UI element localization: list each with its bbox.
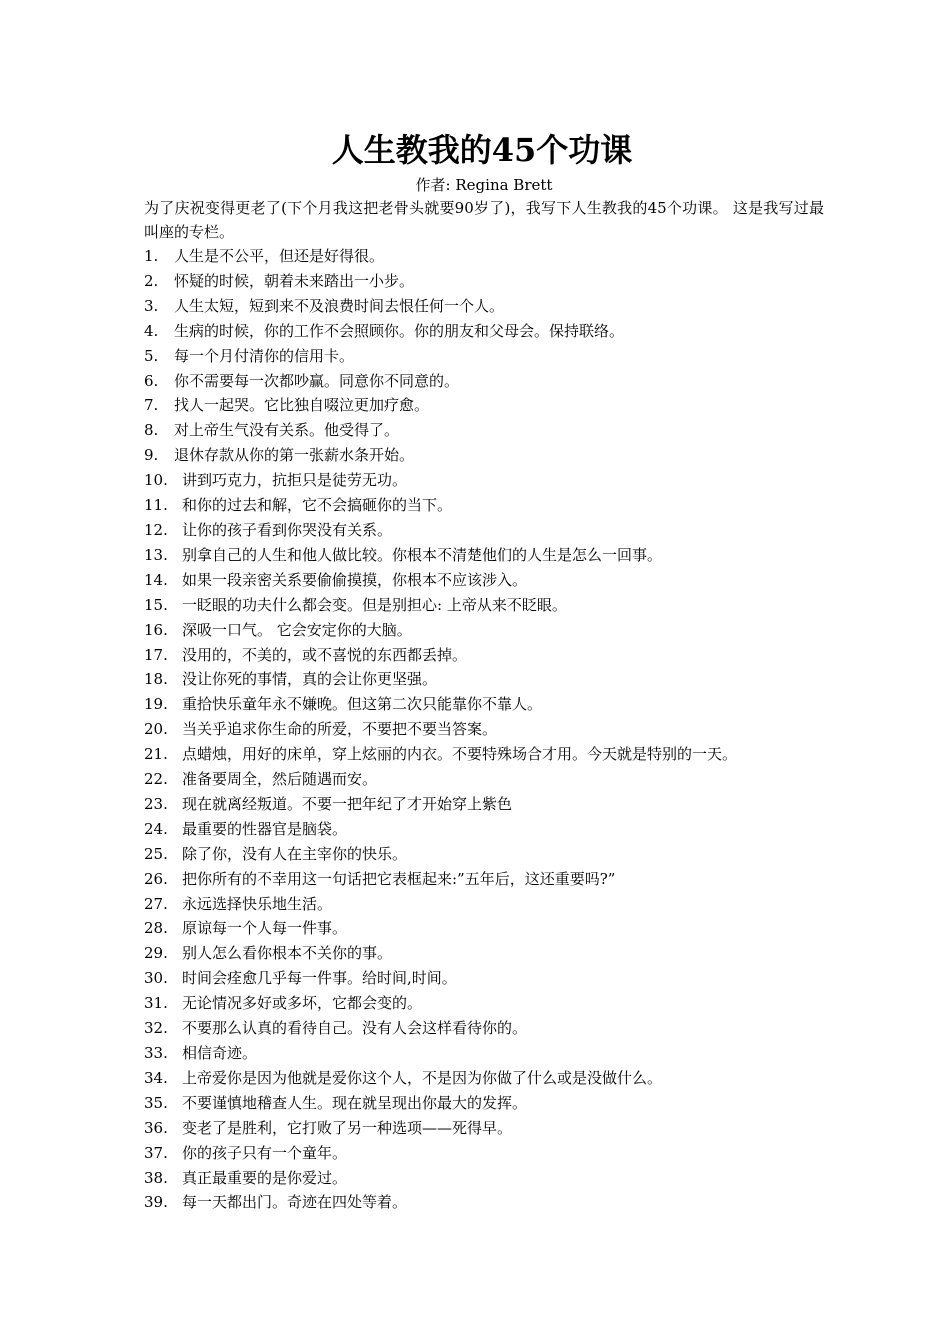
lesson-item (144, 842, 824, 867)
lesson-number: 1. (144, 247, 159, 265)
lesson-number: 32. (144, 1019, 168, 1038)
lesson-text: 原谅每一个人每一件事。 (182, 919, 348, 938)
lesson-number: 34. (144, 1068, 168, 1087)
lesson-item (144, 493, 824, 518)
lesson-item (144, 692, 824, 717)
lesson-text: 不要那么认真的看待自己。没有人会这样看待你的。 (182, 1019, 528, 1038)
lesson-item (144, 817, 824, 842)
lesson-number: 7. (144, 396, 159, 415)
lesson-text: 当关乎追求你生命的所爱，不要把不要当答案。 (182, 720, 498, 739)
lesson-item (144, 593, 824, 618)
document-title: 人生教我的45个功课 (331, 131, 633, 169)
lesson-text: 人生是不公平，但还是好得很。 (174, 247, 385, 265)
lesson-number: 23. (144, 794, 168, 813)
lesson-text: 一眨眼的功夫什么都会变。但是别担心: 上帝从来不眨眼。 (182, 595, 567, 614)
lesson-number: 29. (144, 944, 168, 963)
lesson-item (144, 294, 824, 319)
lesson-item (144, 369, 824, 394)
lesson-text: 讲到巧克力，抗拒只是徒劳无功。 (182, 471, 408, 490)
lesson-text: 对上帝生气没有关系。他受得了。 (174, 421, 400, 440)
lesson-text: 人生太短，短到来不及浪费时间去恨任何一个人。 (174, 296, 505, 315)
lesson-text: 真正最重要的是你爱过。 (182, 1168, 348, 1187)
lesson-number: 18. (144, 670, 168, 689)
lesson-item (144, 667, 824, 692)
lesson-number: 14. (144, 570, 168, 589)
lesson-number: 2. (144, 271, 159, 290)
lesson-item (144, 916, 824, 941)
lesson-text: 和你的过去和解，它不会搞砸你的当下。 (182, 496, 453, 515)
lesson-number: 17. (144, 645, 168, 664)
lesson-list (144, 244, 824, 1215)
lesson-item (144, 1066, 824, 1091)
lesson-item (144, 468, 824, 493)
lesson-text: 没用的，不美的，或不喜悦的东西都丢掉。 (182, 645, 468, 664)
lesson-item (144, 892, 824, 917)
lesson-text: 别拿自己的人生和他人做比较。你根本不清楚他们的人生是怎么一回事。 (182, 545, 663, 564)
lesson-number: 39. (144, 1193, 168, 1212)
lesson-item (144, 1166, 824, 1191)
lesson-text: 别人怎么看你根本不关你的事。 (182, 944, 393, 963)
lesson-item (144, 742, 824, 767)
lesson-item (144, 867, 824, 892)
lesson-number: 16. (144, 620, 168, 639)
lesson-item (144, 643, 824, 668)
lesson-item (144, 1190, 824, 1215)
lesson-item (144, 319, 824, 344)
lesson-number: 10. (144, 471, 168, 490)
lesson-number: 30. (144, 969, 168, 988)
lesson-number: 9. (144, 446, 159, 465)
lesson-item (144, 344, 824, 369)
lesson-text: 时间会痊愈几乎每一件事。给时间,时间。 (182, 969, 457, 988)
lesson-text: 点蜡烛，用好的床单，穿上炫丽的内衣。不要特殊场合才用。今天就是特别的一天。 (182, 745, 738, 764)
lesson-text: 变老了是胜利，它打败了另一种选项——死得早。 (182, 1118, 513, 1137)
lesson-item (144, 1141, 824, 1166)
lesson-item (144, 443, 824, 468)
lesson-text: 找人一起哭。它比独自啜泣更加疗愈。 (174, 396, 430, 415)
lesson-number: 21. (144, 745, 168, 764)
lesson-text: 永远选择快乐地生活。 (182, 894, 333, 913)
lesson-text: 你的孩子只有一个童年。 (182, 1143, 348, 1162)
lesson-item (144, 568, 824, 593)
lesson-text: 上帝爱你是因为他就是爱你这个人，不是因为你做了什么或是没做什么。 (182, 1068, 663, 1087)
lesson-text: 无论情况多好或多坏，它都会变的。 (182, 994, 423, 1013)
lesson-item (144, 717, 824, 742)
lesson-item (144, 543, 824, 568)
lesson-item (144, 792, 824, 817)
lesson-number: 36. (144, 1118, 168, 1137)
lesson-item (144, 991, 824, 1016)
lesson-text: 重拾快乐童年永不嫌晚。但这第二次只能靠你不靠人。 (182, 695, 543, 714)
lesson-number: 13. (144, 545, 168, 564)
lesson-item (144, 244, 824, 269)
lesson-item (144, 269, 824, 294)
lesson-text: 最重要的性器官是脑袋。 (182, 819, 348, 838)
lesson-text: 让你的孩子看到你哭没有关系。 (182, 520, 393, 539)
lesson-text: 深吸一口气。 它会安定你的大脑。 (182, 620, 412, 639)
lesson-text: 不要谨慎地稽查人生。现在就呈现出你最大的发挥。 (182, 1093, 528, 1112)
lesson-number: 31. (144, 994, 168, 1013)
lesson-number: 35. (144, 1093, 168, 1112)
lesson-item (144, 1091, 824, 1116)
lesson-item (144, 941, 824, 966)
lesson-text: 如果一段亲密关系要偷偷摸摸，你根本不应该涉入。 (182, 570, 528, 589)
lesson-number: 37. (144, 1143, 168, 1162)
lesson-number: 15. (144, 595, 168, 614)
lesson-item (144, 1041, 824, 1066)
lesson-item (144, 1116, 824, 1141)
lesson-text: 没让你死的事情，真的会让你更坚强。 (182, 670, 438, 689)
lesson-number: 4. (144, 321, 159, 340)
lesson-item (144, 418, 824, 443)
lesson-number: 12. (144, 520, 168, 539)
lesson-number: 38. (144, 1168, 168, 1187)
lesson-number: 6. (144, 371, 159, 390)
lesson-number: 8. (144, 421, 159, 440)
lesson-text: 每一个月付清你的信用卡。 (174, 346, 355, 365)
lesson-number: 24. (144, 819, 168, 838)
lesson-item (144, 966, 824, 991)
lesson-item (144, 767, 824, 792)
document-author: 作者: Regina Brett (415, 176, 553, 194)
lesson-number: 22. (144, 770, 168, 789)
lesson-text: 生病的时候，你的工作不会照顾你。你的朋友和父母会。保持联络。 (174, 321, 625, 340)
lesson-number: 5. (144, 346, 159, 365)
lesson-number: 19. (144, 695, 168, 714)
lesson-number: 28. (144, 919, 168, 938)
lesson-item (144, 618, 824, 643)
lesson-text: 怀疑的时候，朝着未来踏出一小步。 (174, 271, 415, 290)
lesson-number: 27. (144, 894, 168, 913)
lesson-text: 准备要周全，然后随遇而安。 (182, 770, 378, 789)
lesson-item (144, 1016, 824, 1041)
lesson-number: 26. (144, 869, 168, 888)
lesson-item (144, 393, 824, 418)
lesson-item (144, 518, 824, 543)
lesson-text: 除了你，没有人在主宰你的快乐。 (182, 844, 408, 863)
intro-paragraph: 为了庆祝变得更老了(下个月我这把老骨头就要90岁了)，我写下人生教我的45个功课。 这是我写过最叫座的专栏。 (144, 199, 824, 241)
lesson-text: 相信奇迹。 (182, 1044, 258, 1062)
lesson-number: 33. (144, 1044, 168, 1062)
lesson-text: 把你所有的不幸用这一句话把它表框起来:”五年后，这还重要吗?” (182, 869, 616, 888)
lesson-text: 退休存款从你的第一张薪水条开始。 (174, 446, 415, 465)
lesson-text: 你不需要每一次都吵赢。同意你不同意的。 (174, 371, 460, 390)
lesson-number: 11. (144, 496, 168, 515)
lesson-number: 25. (144, 844, 168, 863)
lesson-number: 20. (144, 720, 168, 739)
lesson-text: 每一天都出门。奇迹在四处等着。 (182, 1193, 408, 1212)
lesson-number: 3. (144, 296, 159, 315)
lesson-text: 现在就离经叛道。不要一把年纪了才开始穿上紫色 (182, 794, 513, 813)
